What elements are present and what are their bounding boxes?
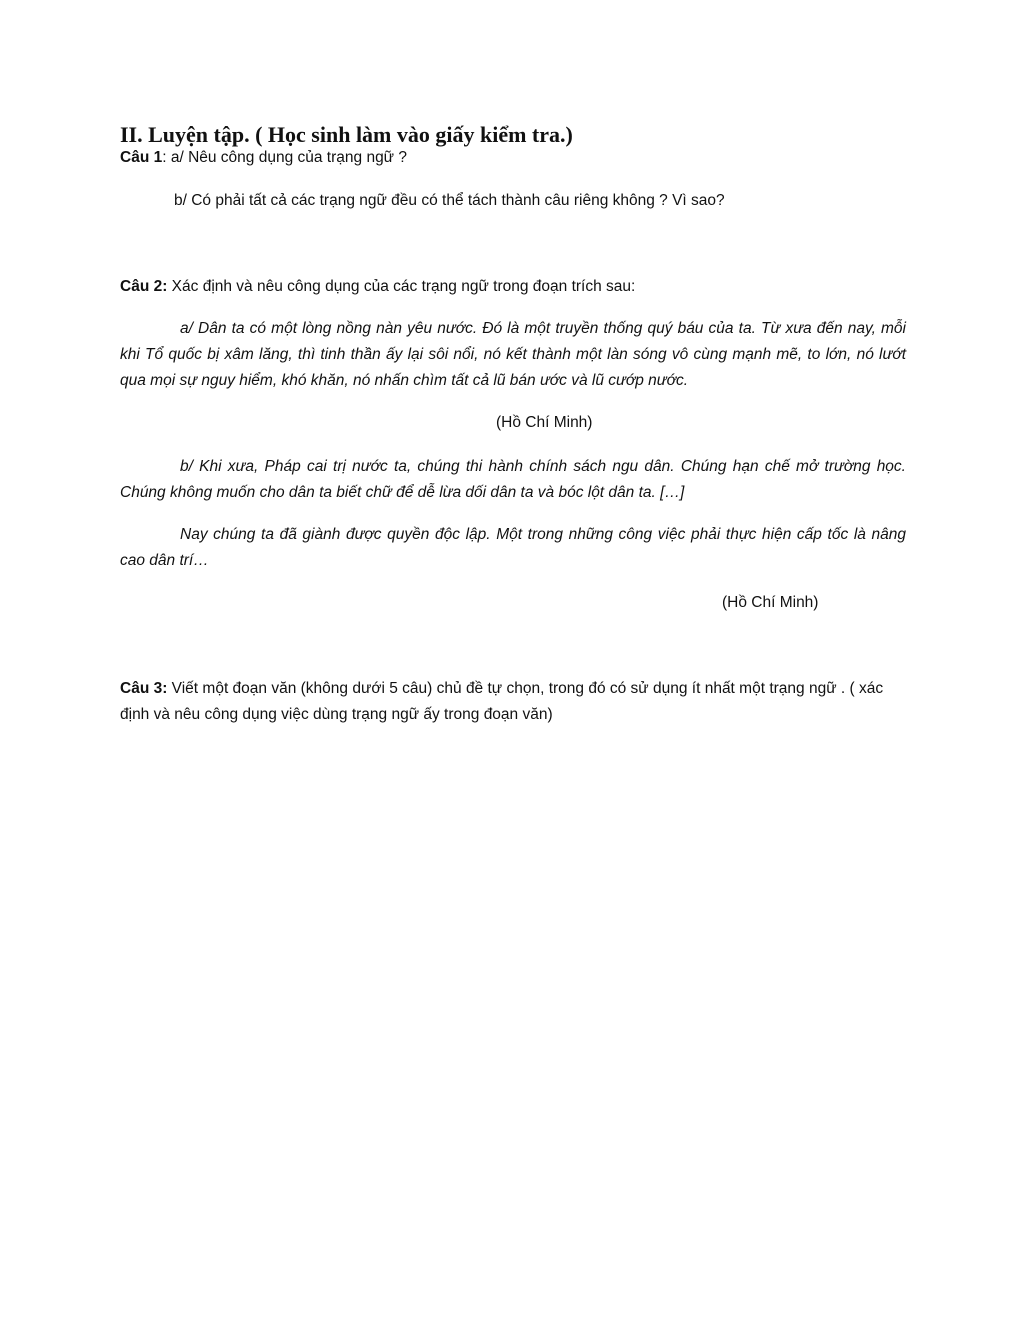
question-2-prompt [120,275,635,299]
section-heading: II. Luyện tập. ( Học sinh làm vào giấy kiểm tra.) [120,122,573,147]
passage-b-second [120,522,906,574]
question-1-part-b: b/ Có phải tất cả các trạng ngữ đều có thể tách thành câu riêng không ? Vì sao? [174,192,725,209]
passage-a [120,316,906,394]
question-3-text: Viết một đoạn văn (không dưới 5 câu) chủ đề tự chọn, trong đó có sử dụng ít nhất một trạng ngữ . ( xác định và nêu công dụng việc dùng trạng ngữ ấy trong đoạn văn) [120,680,884,723]
passage-b-second-text: Nay chúng ta đã giành được quyền độc lập. Một trong những công việc phải thực hiện cấp tốc là nâng cao dân trí… [120,526,906,569]
passage-a-text: a/ Dân ta có một lòng nồng nàn yêu nước. Đó là một truyền thống quý báu của ta. Từ xưa đến nay, mỗi khi Tổ quốc bị xâm lăng, thì tinh thần ấy lại sôi nổi, nó kết thành một làn sóng vô cùng mạnh mẽ, to lớn, nó lướt qua mọi sự nguy hiểm, khó khăn, nó nhấn chìm tất cả lũ bán ước và lũ cướp nước. [120,320,906,389]
question-1-label: Câu 1 [120,149,163,166]
passage-b-source: (Hồ Chí Minh) [722,594,819,611]
question-3 [120,676,910,728]
passage-b-first [120,454,906,506]
question-2-prompt-text: Xác định và nêu công dụng của các trạng ngữ trong đoạn trích sau: [167,278,636,295]
question-2-label: Câu 2: [120,278,168,295]
question-1-part-a-text: : a/ Nêu công dụng của trạng ngữ ? [162,149,407,166]
passage-b-first-text: b/ Khi xưa, Pháp cai trị nước ta, chúng thi hành chính sách ngu dân. Chúng hạn chế mở trường học. Chúng không muốn cho dân ta biết chữ để dễ lừa dối dân ta và bóc lột dân ta. […] [120,458,906,501]
question-1-part-a [120,146,407,170]
question-3-label: Câu 3: [120,680,168,697]
passage-a-source: (Hồ Chí Minh) [496,414,593,431]
